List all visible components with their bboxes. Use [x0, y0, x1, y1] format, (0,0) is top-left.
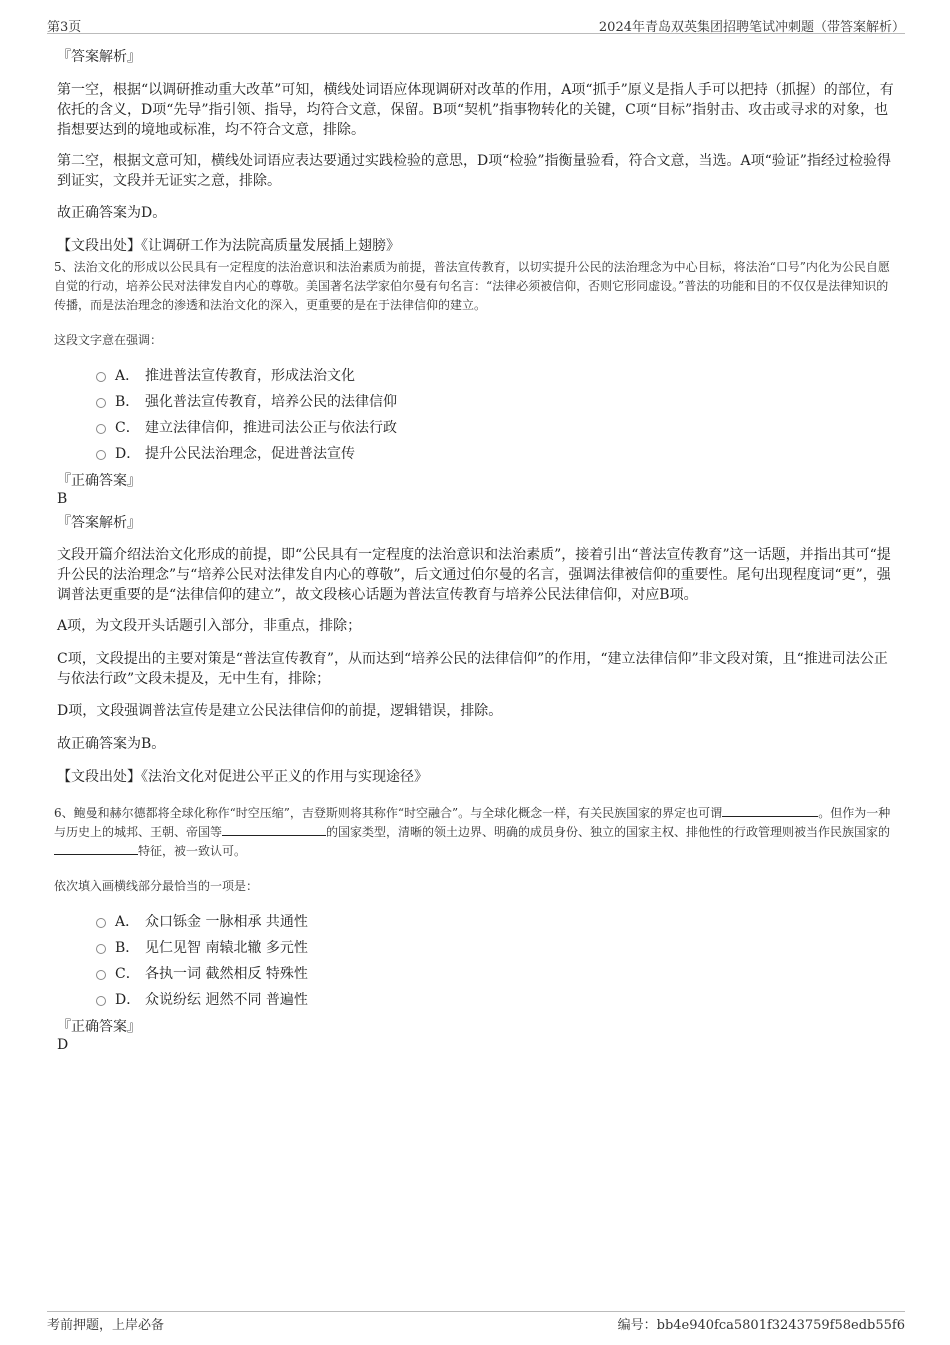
option-b[interactable]: B． 见仁见智 南辕北辙 多元性: [96, 938, 308, 958]
correct-answer: D: [57, 1037, 69, 1053]
question-prompt: 依次填入画横线部分最恰当的一项是：: [54, 879, 259, 893]
analysis-conclusion: 故正确答案为B。: [57, 736, 166, 752]
answer-heading: 『正确答案』: [57, 1019, 141, 1035]
analysis-paragraph: A项，为文段开头话题引入部分，非重点，排除；: [57, 618, 362, 634]
fill-blank[interactable]: [804, 804, 818, 817]
fill-blank[interactable]: [722, 804, 804, 817]
document-id: 编号：bb4e940fca5801f3243759f58edb55f6: [617, 1318, 905, 1333]
footer-slogan: 考前押题，上岸必备: [47, 1318, 165, 1333]
correct-answer: B: [57, 491, 68, 507]
source-citation: 【文段出处】《让调研工作为法院高质量发展插上翅膀》: [57, 238, 400, 254]
page-footer: [47, 1311, 905, 1333]
option-d[interactable]: D． 提升公民法治理念，促进普法宣传: [96, 444, 355, 464]
radio-icon[interactable]: [96, 970, 106, 980]
radio-icon[interactable]: [96, 450, 106, 460]
option-a[interactable]: A． 众口铄金 一脉相承 共通性: [96, 912, 308, 932]
source-citation: 【文段出处】《法治文化对促进公平正义的作用与实现途径》: [57, 769, 428, 785]
option-b[interactable]: B． 强化普法宣传教育，培养公民的法律信仰: [96, 392, 397, 412]
analysis-paragraph: D项，文段强调普法宣传是建立公民法律信仰的前提，逻辑错误，排除。: [57, 703, 503, 719]
fill-blank[interactable]: [222, 823, 326, 836]
radio-icon[interactable]: [96, 398, 106, 408]
radio-icon[interactable]: [96, 996, 106, 1006]
analysis-conclusion: 故正确答案为D。: [57, 205, 167, 221]
option-d[interactable]: D． 众说纷纭 迥然不同 普遍性: [96, 990, 308, 1010]
radio-icon[interactable]: [96, 918, 106, 928]
option-c[interactable]: C． 建立法律信仰，推进司法公正与依法行政: [96, 418, 397, 438]
analysis-paragraph: C项，文段提出的主要对策是“普法宣传教育”，从而达到“培养公民的法律信仰”的作用，“建立法律信仰”非文段对策，且“推进司法公正与依法行政”文段未提及，无中生有，排除；: [57, 651, 888, 687]
option-a[interactable]: A． 推进普法宣传教育，形成法治文化: [96, 366, 355, 386]
question-stem: 6、鲍曼和赫尔德都将全球化称作“时空压缩”，吉登斯则将其称作“时空融合”。与全球化概念一样，有关民族国家的界定也可谓 。但作为一种与历史上的城邦、王朝、帝国等 的国家类型，清晰的领土边界、明确的成员身份、独立的国家主权、排他性的行政管理则被当作民族国家的特征，被一致认可。: [54, 806, 891, 858]
analysis-heading: 『答案解析』: [57, 515, 141, 531]
analysis-paragraph: 第二空，根据文意可知，横线处词语应表达要通过实践检验的意思，D项“检验”指衡量验看，符合文意，当选。A项“验证”指经过检验得到证实，文段并无证实之意，排除。: [57, 153, 891, 189]
radio-icon[interactable]: [96, 424, 106, 434]
document-title: 2024年青岛双英集团招聘笔试冲刺题（带答案解析）: [598, 20, 905, 35]
page-header: [47, 16, 905, 34]
analysis-paragraph: 第一空，根据“以调研推动重大改革”可知，横线处词语应体现调研对改革的作用，A项“抓手”原义是指人手可以把持（抓握）的部位，有依托的含义，D项“先导”指引领、指导，均符合文意，保留。B项“契机”指事物转化的关键，C项“目标”指射击、攻击或寻求的对象，也指想要达到的境地或标准，均不符合文意，排除。: [57, 82, 894, 138]
radio-icon[interactable]: [96, 372, 106, 382]
page-number: 第3页: [47, 20, 82, 35]
analysis-paragraph: 文段开篇介绍法治文化形成的前提，即“公民具有一定程度的法治意识和法治素质”，接着引出“普法宣传教育”这一话题，并指出其可“提升公民的法治理念”与“培养公民对法律发自内心的尊敬”，后文通过伯尔曼的名言，强调法律被信仰的重要性。尾句出现程度词“更”，强调普法更重要的是“法律信仰的建立”，故文段核心话题为普法宣传教育与培养公民法律信仰，对应B项。: [57, 547, 891, 603]
radio-icon[interactable]: [96, 944, 106, 954]
question-prompt: 这段文字意在强调：: [54, 333, 163, 347]
question-stem: 5、法治文化的形成以公民具有一定程度的法治意识和法治素质为前提，普法宣传教育，以切实提升公民的法治理念为中心目标，将法治“口号”内化为公民自愿自觉的行动，培养公民对法律发自内心的尊敬。美国著名法学家伯尔曼有句名言：“法律必须被信仰，否则它形同虚设。”普法的功能和目的不仅仅是法律知识的传播，而是法治理念的渗透和法治文化的深入，更重要的是在于法律信仰的建立。: [54, 260, 890, 312]
fill-blank[interactable]: [54, 842, 138, 855]
answer-heading: 『正确答案』: [57, 473, 141, 489]
option-c[interactable]: C． 各执一词 截然相反 特殊性: [96, 964, 308, 984]
analysis-heading: 『答案解析』: [57, 49, 141, 65]
